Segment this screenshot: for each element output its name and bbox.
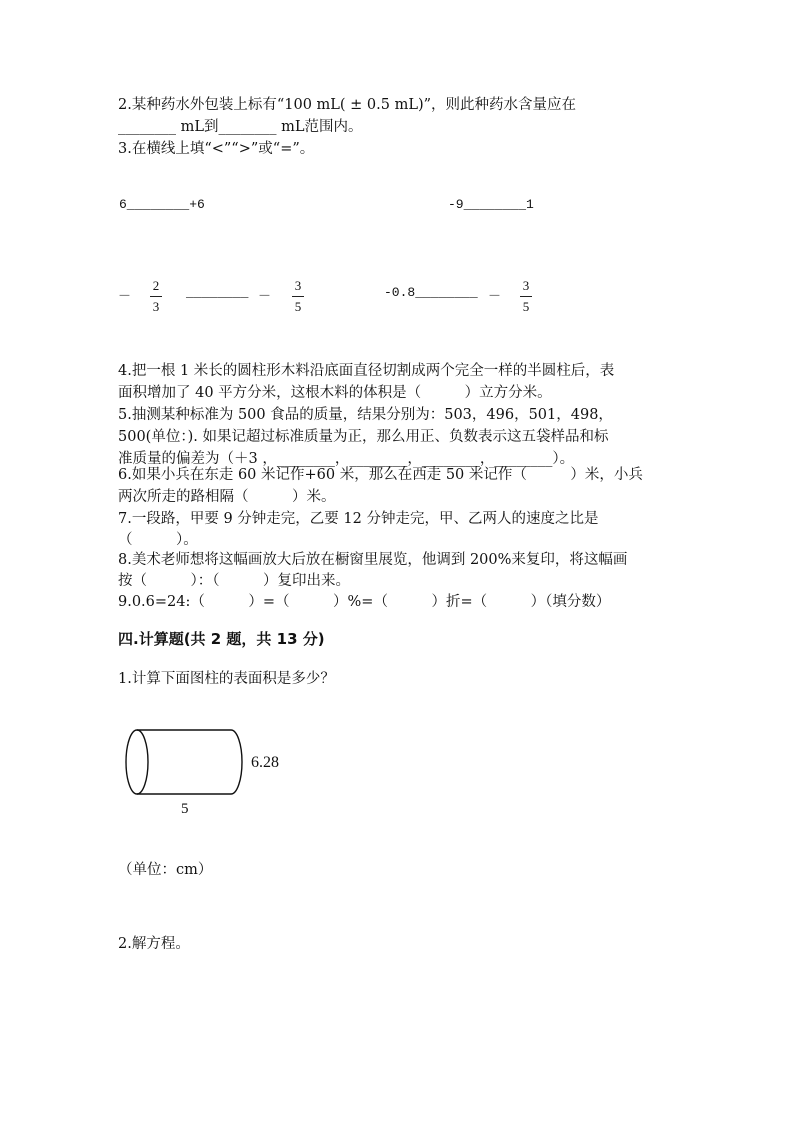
q4-line2: 面积增加了 40 平方分米，这根木料的体积是（ ）立方分米。 <box>118 385 552 401</box>
unit-label: （单位：cm） <box>118 862 213 878</box>
fraction-bar <box>150 296 162 297</box>
fraction-denominator: 5 <box>294 299 302 314</box>
fraction-numerator: 3 <box>294 278 302 293</box>
q6-line2: 两次所走的路相隔（ ）米。 <box>118 489 336 505</box>
q7-line1: 7.一段路，甲要 9 分钟走完，乙要 12 分钟走完，甲、乙两人的速度之比是 <box>118 511 599 527</box>
fraction-two-thirds <box>150 278 162 315</box>
fraction-denominator: 5 <box>522 299 530 314</box>
q5-line2: 500(单位：). 如果记超过标准质量为正，那么用正、负数表示这五袋样品和标 <box>118 429 609 445</box>
q8-line1: 8.美术老师想将这幅画放大后放在橱窗里展览，他调到 200%来复印，将这幅画 <box>118 552 628 568</box>
q4-line1: 4.把一根 1 米长的圆柱形木料沿底面直径切割成两个完全一样的半圆柱后，表 <box>118 363 615 379</box>
fraction-denominator: 3 <box>152 299 160 314</box>
section-heading: 四.计算题(共 2 题，共 13 分) <box>118 630 325 648</box>
q2-line2: ________ mL到________ mL范围内。 <box>118 119 363 135</box>
q3-blank-1: ________ <box>186 285 249 300</box>
q8-line2: 按（ ）：（ ）复印出来。 <box>118 573 350 589</box>
fraction-bar <box>520 296 532 297</box>
cylinder-left-end <box>126 730 148 794</box>
q5-line1: 5.抽测某种标准为 500 食品的质量，结果分别为：503，496，501，498， <box>118 407 613 423</box>
s4-q2: 2.解方程。 <box>118 936 190 952</box>
fraction-three-fifths-1 <box>292 278 304 315</box>
q2-line1: 2.某种药水外包装上标有“100 mL( ± 0.5 mL)”，则此种药水含量应在 <box>118 97 577 113</box>
fraction-numerator: 3 <box>522 278 530 293</box>
cylinder-figure <box>115 720 315 820</box>
s4-q1: 1.计算下面图柱的表面积是多少？ <box>118 671 335 687</box>
cylinder-right-end <box>231 730 242 794</box>
q6-line1: 6.如果小兵在东走 60 米记作+60 米，那么在西走 50 米记作（ ）米，小兵 <box>118 467 643 483</box>
fraction-numerator: 2 <box>152 278 160 293</box>
cylinder-height-label: 6.28 <box>251 754 279 771</box>
cylinder-length-label: 5 <box>181 801 189 817</box>
q7-line2: （ ）。 <box>118 532 198 548</box>
q3-minus-3: － <box>488 289 502 304</box>
fraction-bar <box>292 296 304 297</box>
q5-line3: 准质量的偏差为（＋3 ，________，________，________，________）。 <box>118 451 575 467</box>
q3-row1-right: -9________1 <box>448 197 534 212</box>
q3-minus-2: － <box>258 289 272 304</box>
fraction-three-fifths-2 <box>520 278 532 315</box>
q3-title: 3.在横线上填“<”“>”或“=”。 <box>118 141 315 157</box>
q9-line1: 9.0.6=24:（ ）=（ ）%=（ ）折=（ ）（填分数） <box>118 594 611 610</box>
q3-row1-left: 6________+6 <box>119 197 205 212</box>
q3-minus-1: － <box>118 289 132 304</box>
q3-row2-left2: -0.8________ <box>384 285 478 300</box>
